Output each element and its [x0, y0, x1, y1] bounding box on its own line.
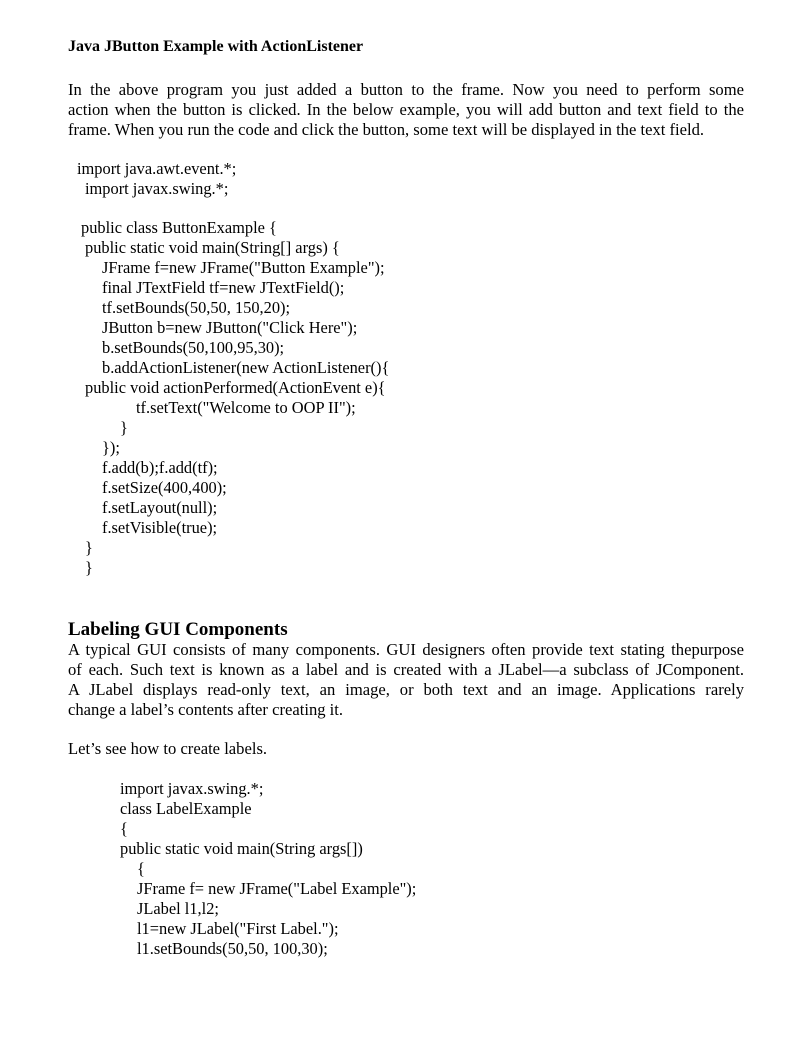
code-line: } [85, 538, 93, 557]
code-line: { [137, 859, 145, 878]
code-line: JFrame f=new JFrame("Button Example"); [102, 258, 385, 277]
paragraph-line: A typical GUI consists of many components. GUI designers often provide text stating thepurpose [68, 640, 744, 659]
code-line: final JTextField tf=new JTextField(); [102, 278, 345, 297]
code-line: tf.setBounds(50,50, 150,20); [102, 298, 291, 317]
paragraph-line: A JLabel displays read-only text, an image, or both text and an image. Applications rarely [68, 680, 744, 699]
lead-sentence: Let’s see how to create labels. [68, 739, 268, 758]
code-line: f.setLayout(null); [102, 498, 218, 517]
code-line: import java.awt.event.*; [77, 159, 237, 178]
code-line: } [85, 558, 93, 577]
paragraph-line: action when the button is clicked. In the below example, you will add button and text field to the [68, 100, 744, 119]
code-line: f.setVisible(true); [102, 518, 218, 537]
code-line: import javax.swing.*; [120, 779, 264, 798]
paragraph-line: of each. Such text is known as a label and is created with a JLabel—a subclass of JComponent. [68, 660, 744, 679]
code-line: public static void main(String[] args) { [85, 238, 340, 257]
paragraph-line: frame. When you run the code and click the button, some text will be displayed in the text field. [68, 120, 705, 139]
code-line: public class ButtonExample { [81, 218, 277, 237]
paragraph-line: In the above program you just added a button to the frame. Now you need to perform some [68, 80, 744, 99]
code-line: { [120, 819, 128, 838]
code-line: } [120, 418, 128, 437]
code-line: l1.setBounds(50,50, 100,30); [137, 939, 328, 958]
code-line: b.addActionListener(new ActionListener(){ [102, 358, 390, 377]
labeling-paragraph [68, 640, 744, 720]
code-line: JFrame f= new JFrame("Label Example"); [137, 879, 417, 898]
code-line: JButton b=new JButton("Click Here"); [102, 318, 358, 337]
code-line: b.setBounds(50,100,95,30); [102, 338, 285, 357]
code-line: JLabel l1,l2; [137, 899, 219, 918]
code-line: l1=new JLabel("First Label."); [137, 919, 339, 938]
code-line: f.setSize(400,400); [102, 478, 227, 497]
code-line: }); [102, 438, 120, 457]
intro-paragraph [68, 80, 744, 140]
code-line: public static void main(String args[]) [120, 839, 363, 858]
code-line: import javax.swing.*; [85, 179, 229, 198]
paragraph-line: change a label’s contents after creating it. [68, 700, 344, 719]
code-line: public void actionPerformed(ActionEvent e){ [85, 378, 386, 397]
code-line: f.add(b);f.add(tf); [102, 458, 218, 477]
section-title-jbutton: Java JButton Example with ActionListener [68, 38, 364, 55]
code-line: class LabelExample [120, 799, 252, 818]
code-line: tf.setText("Welcome to OOP II"); [136, 398, 356, 417]
section-title-labeling: Labeling GUI Components [68, 619, 288, 640]
